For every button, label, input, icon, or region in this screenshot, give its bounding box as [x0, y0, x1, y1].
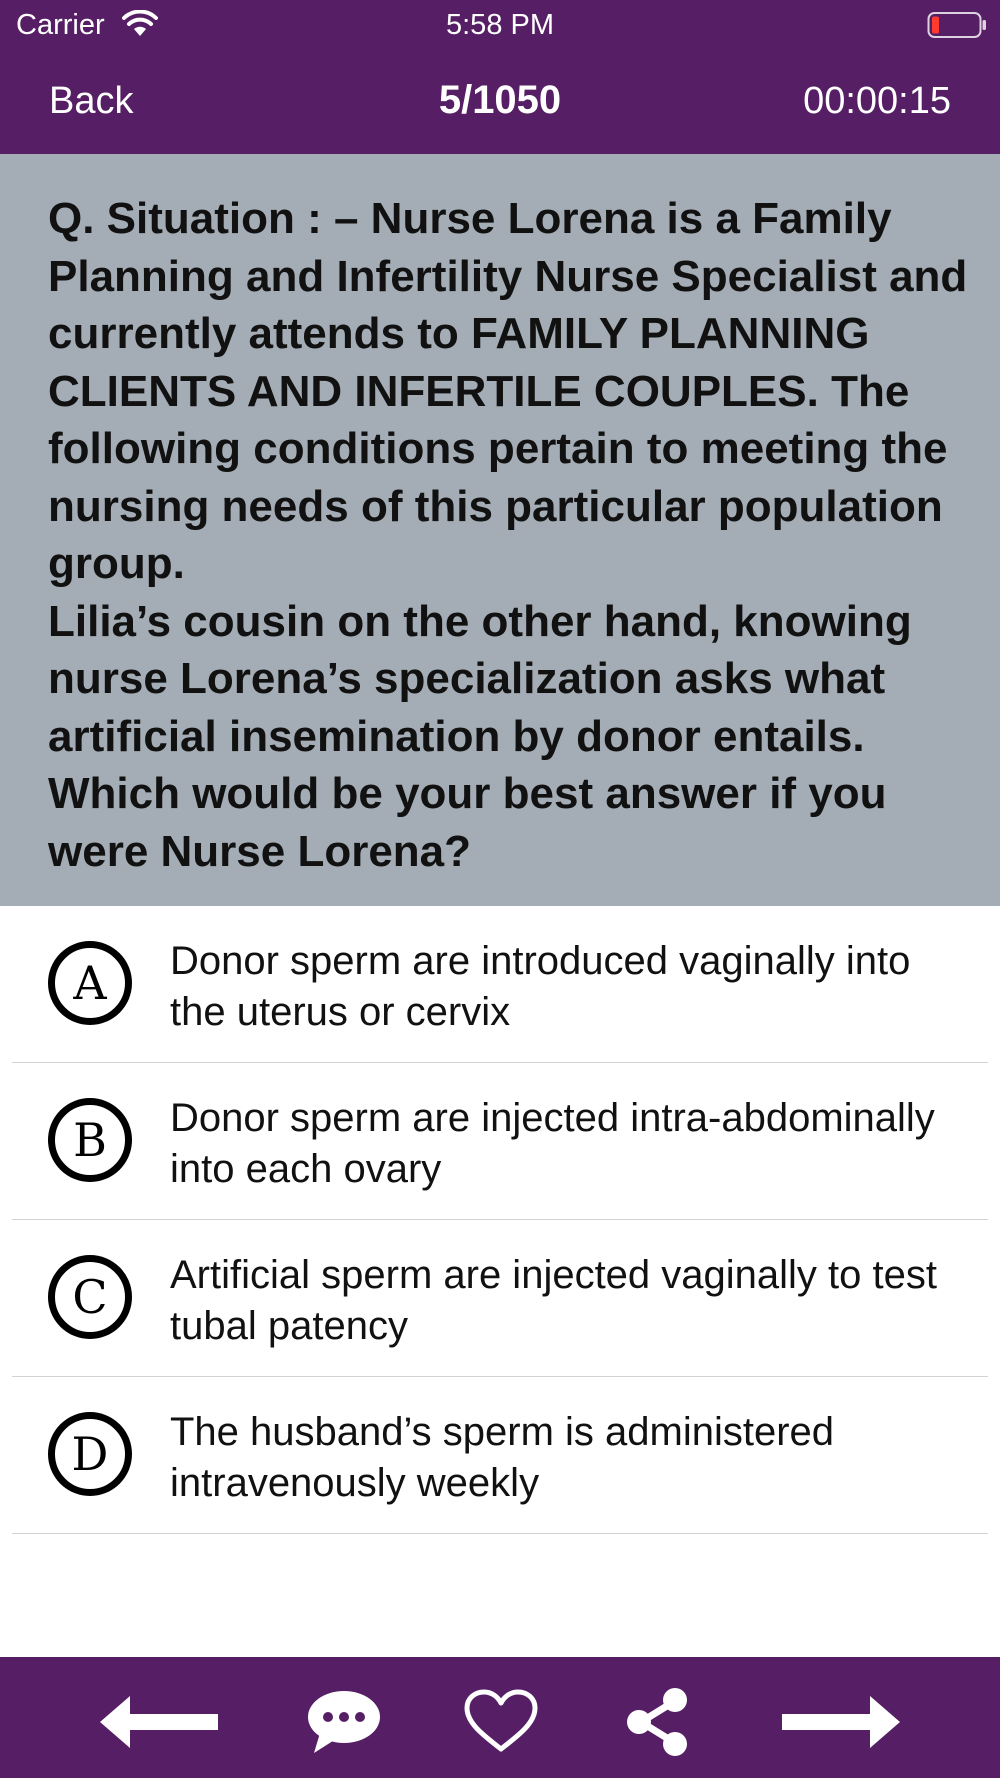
arrow-left-icon [98, 1694, 220, 1750]
option-a-text: Donor sperm are introduced vaginally into the uterus or cervix [170, 939, 911, 1034]
option-b-badge-icon: B [48, 1098, 132, 1182]
question-counter: 5/1050 [438, 78, 562, 122]
share-button[interactable] [625, 1687, 691, 1757]
back-button[interactable]: Back [49, 80, 134, 122]
comments-button[interactable] [306, 1687, 382, 1757]
comment-icon [306, 1689, 382, 1755]
option-c-badge-icon: C [48, 1255, 132, 1339]
answer-option-c[interactable] [12, 1220, 988, 1377]
share-icon [625, 1687, 691, 1757]
answer-option-a[interactable] [12, 906, 988, 1063]
question-panel [0, 154, 1000, 906]
arrow-right-icon [780, 1694, 902, 1750]
battery-low-icon [927, 11, 987, 39]
header [0, 0, 1000, 154]
status-bar [0, 0, 1000, 50]
nav-bar [0, 70, 1000, 134]
quiz-timer: 00:00:15 [803, 80, 951, 122]
favorite-button[interactable] [463, 1687, 539, 1757]
option-c-text: Artificial sperm are injected vaginally to test tubal patency [170, 1253, 937, 1348]
option-d-badge-icon: D [48, 1412, 132, 1496]
heart-icon [463, 1689, 539, 1755]
question-text: Q. Situation : – Nurse Lorena is a Family Planning and Infertility Nurse Specialist and currently attends to FAMILY PLANNING CLIENTS AND INFERTILE COUPLES. The following conditions pertain to meeting the nursing needs of this particular population group. Lilia’s cousin on the other hand, knowing nurse Lorena’s specialization asks what artificial insemination by donor entails. Which would be your best answer if you were Nurse Lorena? [48, 194, 968, 876]
answer-option-b[interactable] [12, 1063, 988, 1220]
carrier-label: Carrier [16, 9, 105, 41]
bottom-toolbar [0, 1657, 1000, 1778]
answer-options [0, 906, 1000, 1534]
option-d-text: The husband’s sperm is administered intravenously weekly [170, 1410, 835, 1505]
option-a-badge-icon: A [48, 941, 132, 1025]
option-b-text: Donor sperm are injected intra-abdominally into each ovary [170, 1096, 935, 1191]
status-time: 5:58 PM [446, 9, 554, 41]
answer-option-d[interactable] [12, 1377, 988, 1534]
next-question-button[interactable] [780, 1687, 902, 1757]
previous-question-button[interactable] [98, 1687, 220, 1757]
